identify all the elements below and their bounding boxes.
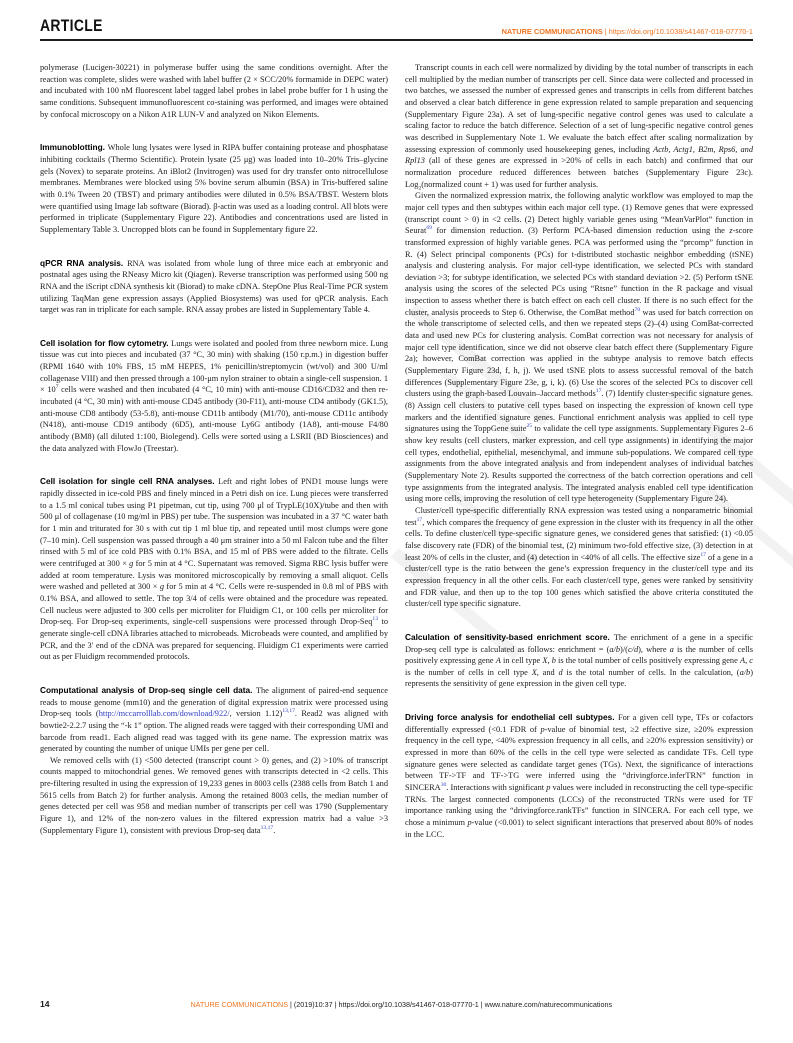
italic-text: b <box>551 656 556 666</box>
citation-ref[interactable]: 13 <box>372 616 378 623</box>
italic-text: a/b <box>739 667 751 677</box>
citation-ref[interactable]: 69 <box>426 225 432 232</box>
citation-ref[interactable]: 13,17 <box>282 708 295 715</box>
superscript: 7 <box>55 384 59 391</box>
method-section <box>40 338 388 455</box>
italic-text: a <box>669 644 674 654</box>
method-section <box>40 476 388 663</box>
paragraph: polymerase (Lucigen-30221) in polymerase buffer using the same conditions overnight. After the reaction was complete, slides were washed with label buffer (2 × SCC/20% formamide in DEPC water) and incubated with 100 nM fluorescent label tagged label probes in label probe buffer for 1 h using the same conditions. Subsequent immunofluorescent co-staining was performed, and images were obtained by confocal microscopy on a Nikon A1R LUN-V and analyzed on Nikon Elements. <box>40 63 388 119</box>
article-body <box>40 62 753 840</box>
method-section <box>405 712 753 840</box>
italic-text: X <box>531 667 537 677</box>
right-column <box>405 62 753 840</box>
header-doi-link[interactable]: | https://doi.org/10.1038/s41467-018-07770-1 <box>602 27 753 36</box>
text-section <box>40 62 388 120</box>
italic-text: a/b <box>609 644 621 654</box>
italic-text: z <box>729 226 733 236</box>
method-section <box>40 142 388 235</box>
section-heading: Cell isolation for flow cytometry. <box>40 337 172 348</box>
section-heading: Immunoblotting. <box>40 142 108 153</box>
inline-url-link[interactable]: http://mccarrolllab.com/download/922/ <box>98 709 230 719</box>
paragraph: Calculation of sensitivity-based enrichment score. The enrichment of a gene in a specific Drop-seq cell type is calculated as follows: enrichment = (a/b)/(c/d), where a is the number of cells positively expressing gene A in cell type X, b is the total number of cells positively expressing gene A, c is the number of cells in cell type X, and d is the total number of cells. In the calculation, (a/b) represents the sensitivity of gene expression in the given cell type. <box>405 631 754 689</box>
citation-ref[interactable]: 13,17 <box>260 824 274 831</box>
header-journal-name: NATURE COMMUNICATIONS <box>501 27 603 36</box>
paragraph: qPCR RNA analysis. RNA was isolated from whole lung of three mice each at embryonic and postnatal ages using the RNeasy Micro kit (Qiagen). Reverse transcription was performed using 500 ng RNA and the iScript cDNA synthesis kit (Biorad) to make cDNA. StepOne Plus Real-Time PCR system utilizing TaqMan gene expression assays (Applied Biosystems) was used for qPCR analysis. Each target was ran in triplicate for each sample. RNA assay probes are listed in Supplementary Table 4. <box>40 257 388 315</box>
italic-text: p <box>467 818 472 828</box>
italic-text: d <box>558 667 563 677</box>
header-journal-ref[interactable] <box>502 27 753 36</box>
section-heading: qPCR RNA analysis. <box>40 257 128 268</box>
page-footer <box>40 999 753 1009</box>
paragraph: Immunoblotting. Whole lung lysates were lysed in RIPA buffer containing protease and phosphatase inhibiting cocktails (Thermo Scientific). Protein lysate (25 μg) was loaded into 10–20% Tris–glycine gels (Novex) to separate proteins. An iBlot2 (Invitrogen) was used for dry transfer onto nitrocellulose membranes. Membranes were blocked using 5% bovine serum albumin (BSA) in Tris-buffered saline with 0.1% Tween 20 (TBST) and primary antibodies were diluted in 0.5% BSA/TBST. Western blots were quantified using Image lab software (Biorad). β-actin was used as a loading control. All blots were performed in triplicate (Supplementary Figure 22). Antibodies and concentrations used are listed in Supplementary Table 3. Uncropped blots can be found in Supplementary figure 22. <box>40 142 388 234</box>
text-section <box>405 62 753 610</box>
left-column <box>40 62 388 840</box>
footer-citation-line <box>190 1000 612 1009</box>
italic-text: p <box>546 783 551 793</box>
paragraph: We removed cells with (1) <500 detected (transcript count > 0) genes, and (2) >10% of transcript counts mapped to mitochondrial genes. We removed genes with transcripts detected in <2 cells. This pre-filtering resulted in using the expression of 19,233 genes in 8003 cells (2388 cells from Batch 1 and 5615 cells from Batch 2) for further analysis. Among the retained 8003 cells, the median number of genes detected per cell was 958 and median number of transcripts per cell was 1790 (Supplementary Figure 1), and 12% of the non-zero values in the filtered expression matrix had a value >3 (Supplementary Figure 1), consistent with previous Drop-seq data$^{13,17}$. <box>40 755 388 835</box>
method-section <box>40 685 388 837</box>
citation-ref[interactable]: 70 <box>634 307 641 313</box>
method-section <box>40 258 388 316</box>
italic-text: c <box>749 656 754 666</box>
paragraph: Cell isolation for flow cytometry. Lungs were isolated and pooled from three newborn mice. Lung tissue was cut into pieces and incubated (37 °C, 30 min) with shaking (150 r.p.m.) in digestion buffer (RPMI 1640 with 10% FBS, 15 mM HEPES, 1% penicillin/streptomycin (wt/vol) and 300 U/ml collagenase VIII) and then pressed through a 100-μm nylon strainer to obtain a single-cell suspension. $1 \times 10^7$ cells were washed and then incubated (4 °C, 10 min) with anti-mouse CD16/CD32 and then re-incubated (4 °C, 30 min) with anti-mouse CD45 antibody (30-F11), anti-mouse CD4 antibody (GK1.5), anti-mouse CD8 antibody (53-5.8), anti-mouse CD11b antibody (M1/70), anti-mouse CD11c antibody (N418), anti-mouse CD19 antibody (6D5), anti-mouse Ly6G antibody (1A8), anti-mouse F4/80 antibody (BM8) (all diluted 1:100, Biolegend). Cells were sorted using a LSRII (BD Biosciences) and the data analyzed with FlowJo (Treestar). <box>40 337 388 453</box>
citation-ref[interactable]: 17 <box>700 551 706 558</box>
paragraph: Computational analysis of Drop-seq single cell data. The alignment of paired-end sequence reads to mouse genome (mm10) and the generation of digital expression matrix were processed using Drop-seq tools (http://mccarrolllab.com/download/922/, version 1.12)$^{13,17}$. Read2 was aligned with bowtie2-2.2.7 using the “-k 1” option. The aligned reads were tagged with their corresponding UMI and barcode from read1. Each aligned read was tagged with its gene name. The expression matrix was generated by counting the number of unique UMIs per gene per cell. <box>40 684 389 754</box>
paragraph: Cluster/cell type-specific differentially RNA expression was tested using a nonparametric binomial test$^{17}$, which compares the frequency of gene expression in the cluster with its frequency in all the other cells. To define cluster/cell type-specific signature genes, we considered genes that satisfied: (1) <0.05 false discovery rate (FDR) of the binomial test, (2) minimum two-fold effective size, (3) detection in at least 20% of cells in the cluster, and (4) detection in <40% of all cells. The effective size$^{17}$ of a gene in a cluster/cell type is the ratio between the gene’s expression frequency in the cluster/cell type and its expression frequency in all the other cells. For each cluster/cell type, genes were ranked by sensitivity and FDR value, and then up to the top 100 genes which satisfied the above criteria constituted the cluster/cell type specific signature. <box>405 505 753 609</box>
citation-ref[interactable]: 30 <box>440 782 447 789</box>
section-heading: Cell isolation for single cell RNA analyses. <box>40 476 219 487</box>
page-number: 14 <box>40 999 50 1009</box>
italic-text: g <box>159 582 164 592</box>
paragraph: Cell isolation for single cell RNA analyses. Left and right lobes of PND1 mouse lungs were rapidly dissected in ice-cold PBS and finely minced in a Petri dish on ice. Lung pieces were transferred to a 1.5 ml conical tubes using P1 pipetman, cut tip, using 700 μl of TrypLE(10X)/tube and then with 500 μl of collagenase (10 mg/ml in PBS) per tube. The suspension was incubated in a 37 °C water bath for 1 min and triturated for 30 s with cut tip 1 ml blue tip, and repeated until most clumps were gone (7–10 min). Cell suspension was passed through a 40 μm strainer into a 50 ml Falcon tube and the filter rinsed with 5 ml of ice cold PBS with 0.1% BSA, and 15 ml of PBS were added to the filtrate. Cells were centrifuged at 300 × g for 5 min at 4 °C. Supernatant was removed. Sigma RBC lysis buffer were added at room temperature. Lysis was monitored microscopically by removing a small aliquot. Cells were washed and pelleted at 300 × g for 5 min at 4 °C. Cells were re-suspended in 0.8 ml of PBS with 0.1% BSA, and allowed to settle. The top 3/4 of cells were obtained and the procedure was repeated. Cell nucleus were adjusted to 300 cells per microliter for Fluidigm C1, or 100 cells per microliter for Drop-seq. For Drop-seq experiments, single-cell suspensions were processed through Drop-Seq$^{13}$ to generate single-cell cDNA libraries attached to microbeads. Microbeads were counted, and amplified by PCR, and the 3′ end of the cDNA was prepared for sequencing. Fluidigm C1 experiments were carried out as per Fluidigm recommended protocols. <box>40 476 389 662</box>
article-type-label: ARTICLE <box>40 16 103 35</box>
paragraph: Transcript counts in each cell were normalized by dividing by the total number of transcripts in each cell multiplied by the median number of transcripts per cell. Since data were collected and processed in two batches, we assessed the number of expressed genes and transcripts in cells from different batches and observed a clear batch difference in gene expression related to sample preparation and sequencing (Supplementary Figure 23a). A set of lung-specific negative control genes was used to calculate a scaling factor to reduce the batch difference. Selection of a set of lung-specific negative control genes was described in Supplementary Note 1. We evaluate the batch effect after scaling normalization by assessing expression of commonly used housekeeping genes, including Actb, Actg1, B2m, Rps6, and Rpl13 (all of these genes are expressed in >20% of cells in each batch) and confirmed that our normalization procedure reduced differences between batches (Supplementary Figure 23c). Log$_2$(normalized count + 1) was used for further analysis. <box>405 63 753 192</box>
italic-text: p <box>540 724 545 734</box>
footer-journal-name: NATURE COMMUNICATIONS <box>190 1000 289 1009</box>
page-header <box>40 16 753 41</box>
section-heading: Computational analysis of Drop-seq single cell data. <box>40 684 256 695</box>
citation-ref[interactable]: 25 <box>526 423 533 430</box>
subscript: 2 <box>418 185 422 192</box>
italic-text: X <box>542 656 548 666</box>
italic-text: g <box>129 558 134 568</box>
section-heading: Driving force analysis for endothelial cell subtypes. <box>405 712 618 723</box>
paragraph: Given the normalized expression matrix, the following analytic workflow was employed to map the major cell types and then subtypes within each major cell type. (1) Remove genes that were expressed (transcript count > 0) in <2 cells. (2) Detect highly variable genes using “MeanVarPlot” function in Seurat$^{69}$ for dimension reduction. (3) Perform PCA-based dimension reduction using the z-score transformed expression of highly variable genes. PCA was performed using the “prcomp” function in R. (4) Select principal components (PCs) for t-distributed stochastic neighbor embedding (tSNE) analysis and clustering analysis. For major cell-type identification, we selected PCs with standard deviation >3; for subtype identification, we selected PCs with standard deviation >2. (5) Perform tSNE analysis using the scores of the selected PCs using “Rtsne” function in the R package and visual inspection to assess whether there is batch effect on each cell cluster. If there is no such effect for the cluster, analysis proceeds to Step 6. Otherwise, the ComBat method$^{70}$ was used for batch correction on the whole transcriptome of selected cells, and then we repeated steps (2)–(4) using ComBat-corrected data and used new PCs for clustering analysis. ComBat correction was not necessary for analysis of major cell type identification, since we did not observe clear batch effect there (Supplementary Figure 2a); however, ComBat correction was applied in the subtype analysis to remove batch effects (Supplementary Figure 23d, f, h, j). We used tSNE plots to assess successful removal of the batch differences (Supplementary Figure 23e, g, i, k). (6) Use the scores of the selected PCs to discover cell clusters using the graph-based Louvain–Jaccard methods$^{17}$. (7) Identify cluster-specific signature genes. (8) Assign cell clusters to putative cell types based on inspecting the expression of known cell type markers and the identified signature genes. Functional enrichment analysis was applied to cell type signatures using the ToppGene suite$^{25}$ to validate the cell type assignments. Supplementary Figures 2–6 show key results (cell clusters, marker expression, and cell type assignments) in identifying the major cell types, endothelial, epithelial, mesenchymal, and immune sub-populations. We compared cell type assignments from the above integrated analysis and from independent analyses of individual batches (Supplementary Note 2). Results supported the correctness of the batch correction operations and cell type assignments from the integrated analysis. The integrated analysis enabled cell type identification using more cells, improving the resolution of cell type heterogeneity (Supplementary Figure 24). <box>405 191 754 504</box>
italic-text: A <box>495 656 501 666</box>
citation-ref[interactable]: 17 <box>416 516 423 523</box>
citation-ref[interactable]: 17 <box>595 388 602 395</box>
italic-text: A <box>739 656 746 666</box>
footer-citation-links[interactable]: | (2019)10:37 | https://doi.org/10.1038/s41467-018-07770-1 | www.nature.com/naturecommunications <box>288 1000 613 1009</box>
italic-text: c/d <box>627 644 639 654</box>
section-heading: Calculation of sensitivity-based enrichment score. <box>405 631 614 642</box>
paragraph: Driving force analysis for endothelial cell subtypes. For a given cell type, TFs or cofactors differentially expressed (<0.1 FDR of p-value of binomial test, ≥2 effective size, ≥20% expression frequency in the cell type, <40% expression frequency in all cells, and ≥20% expression sensitivity) or expressed in more than 60% of the cells in the cell type were selected as candidate TFs. Cell type signature genes were selected as candidate target genes (TGs). Next, the significance of interactions between TF->TF and TF->TG were inferred using the “drivingforce.inferTRN” function in SINCERA$^{30}$. Interactions with significant p values were included in reconstructing the cell type-specific TRNs. The largest connected components (LCCs) of the reconstructed TRNs were used for TF importance ranking using the “drivingforce.rankTFs” function in SINCERA. For each cell type, we chose a minimum p-value (<0.001) to select significant interactions that preserved about 80% of nodes in the LCC. <box>405 712 753 839</box>
italic-text: Actb, Actg1, B2m, Rps6, and Rpl13 <box>405 144 753 166</box>
method-section <box>405 632 753 690</box>
